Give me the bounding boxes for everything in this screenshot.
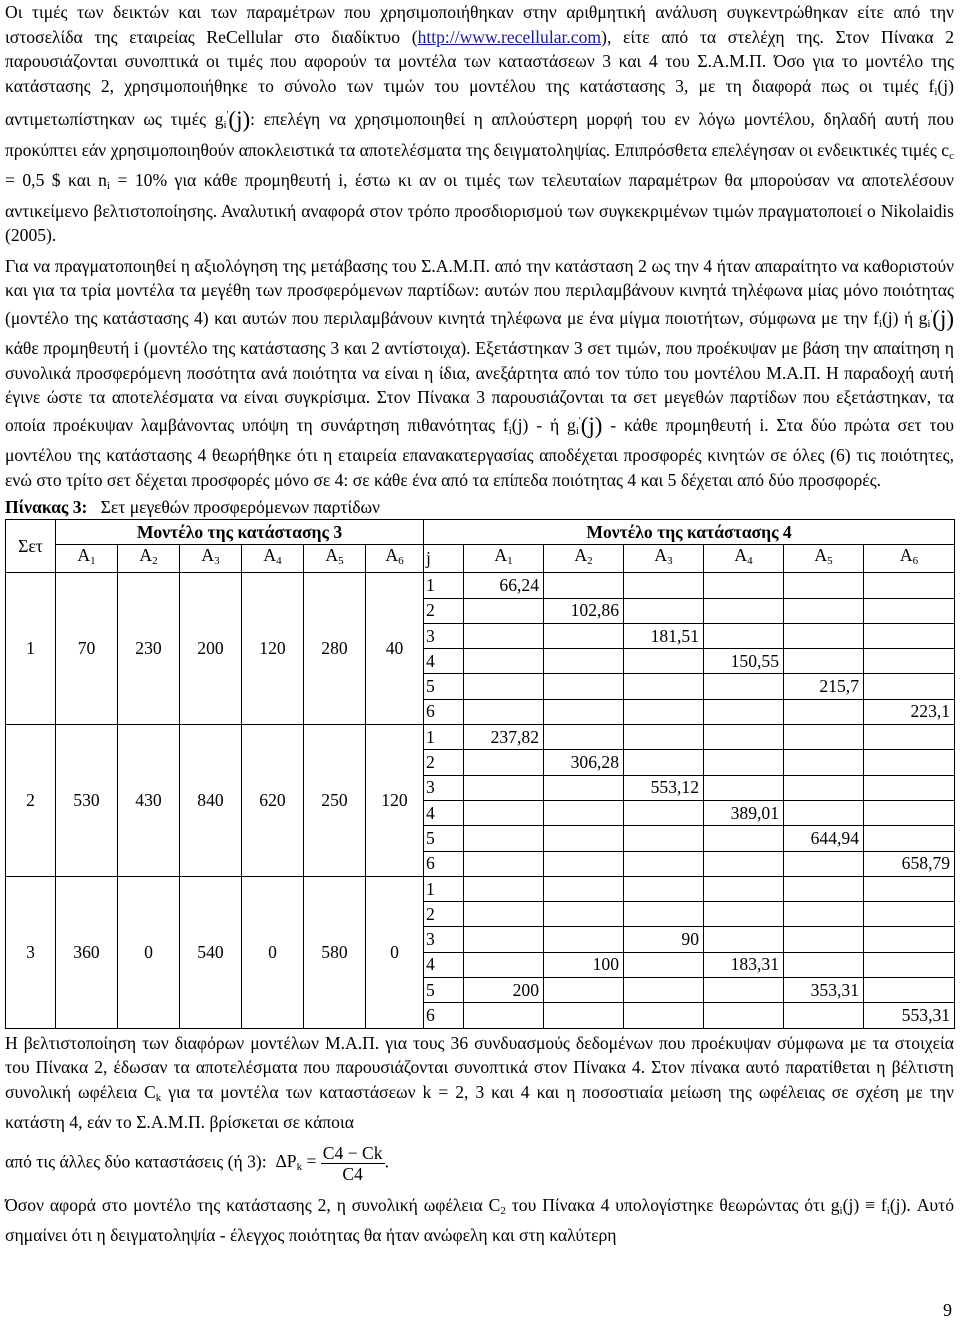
model4-cell: 181,51 (624, 623, 704, 648)
model4-cell (624, 826, 704, 851)
model4-cell: 66,24 (464, 573, 544, 598)
text-run: του Πίνακα 4 υπολογίστηκε θεωρώντας ότι g (505, 1194, 840, 1215)
model4-cell (704, 1003, 784, 1028)
text-run: ), είτε από τα στελέχη της. Στον Πίνακα 2 παρουσιάζονται συνοπτικά οι τιμές που αφορούν τα μοντέλα των καταστάσεων 3 και 4 του Σ.Α.Μ.Π. Όσο για το μοντέλο της κατάστασης 2, χρησιμοποιήθηκε το σύνολο των τιμών του μοντέλου της κατάστασης 3, με τη διαφορά πως οι τιμές f (5, 26, 954, 96)
model4-cell (464, 876, 544, 901)
set-number: 1 (6, 573, 56, 725)
model4-cell (464, 750, 544, 775)
subscript: k (155, 1091, 162, 1104)
model4-cell: 389,01 (704, 800, 784, 825)
j-cell: 3 (424, 623, 464, 648)
model4-cell (864, 573, 955, 598)
model4-cell (544, 649, 624, 674)
j-cell: 2 (424, 750, 464, 775)
model4-cell (784, 573, 864, 598)
table-row (6, 725, 955, 750)
model4-cell (464, 800, 544, 825)
model4-cell (544, 674, 624, 699)
model4-cell (464, 699, 544, 724)
prime-mark: ' (226, 110, 229, 121)
j-cell: 4 (424, 952, 464, 977)
formula-lead: από τις άλλες δύο καταστάσεις (ή 3): (5, 1151, 267, 1172)
column-header: $A_3$ (624, 545, 704, 573)
text-run: Για να πραγματοποιηθεί η αξιολόγηση της μετάβασης του Σ.Α.Μ.Π. από την κατάσταση 2 ως την 4 ήταν απαραίτητο να καθοριστούν και για τα τρία μοντέλα τα μεγέθη των προσφερόμενων παρτίδων: αυτών που περιλαμβάνουν κινητά τηλέφωνα μίας μόνο ποιότητας (μοντέλο της κατάστασης 4) και αυτών που περιλαμβάνουν κινητά τηλέφωνα με ένα μίγμα ποιοτήτων, σύμφωνα με την f (5, 255, 954, 328)
model4-cell (624, 699, 704, 724)
model4-cell (544, 927, 624, 952)
model4-cell (464, 674, 544, 699)
model3-cell: 280 (304, 573, 366, 725)
subscript: i (839, 1204, 843, 1217)
model4-cell (464, 851, 544, 876)
text-run: Όσον αφορά στο μοντέλο της κατάστασης 2, η συνολική ωφέλεια C (5, 1194, 501, 1215)
model4-cell (464, 927, 544, 952)
model4-cell (704, 725, 784, 750)
subscript: i (878, 317, 882, 330)
model4-cell (624, 750, 704, 775)
lot-sizes-table (5, 519, 955, 1029)
text-run: (j) ή g (881, 307, 928, 328)
model3-cell: 540 (180, 876, 242, 1028)
model4-cell (464, 826, 544, 851)
model4-cell (464, 902, 544, 927)
model4-cell (544, 826, 624, 851)
j-cell: 1 (424, 573, 464, 598)
column-header: $A_5$ (304, 545, 366, 573)
model4-cell (624, 1003, 704, 1028)
column-header: $A_4$ (704, 545, 784, 573)
model4-cell (864, 725, 955, 750)
text-run: = 0,5 $ και n (5, 170, 107, 190)
document-page (5, 0, 954, 1248)
model3-cell: 120 (242, 573, 304, 725)
model3-cell: 620 (242, 725, 304, 877)
model4-cell (624, 674, 704, 699)
model4-cell (704, 826, 784, 851)
text-run: (j) αντιμετωπίστηκαν ως τιμές g (5, 75, 954, 129)
model4-cell (624, 902, 704, 927)
model4-cell (624, 851, 704, 876)
subscript: i (934, 85, 938, 98)
delta-p: ΔP (275, 1151, 297, 1172)
model4-cell (544, 725, 624, 750)
paragraph-3 (5, 1031, 954, 1135)
model4-cell: 90 (624, 927, 704, 952)
model4-cell (704, 598, 784, 623)
j-cell: 2 (424, 598, 464, 623)
model4-cell (704, 927, 784, 952)
model4-cell (704, 775, 784, 800)
model4-cell (624, 978, 704, 1003)
model4-cell (624, 952, 704, 977)
text-run: για τα μοντέλα των καταστάσεων k = 2, 3 και 4 και η ποσοστιαία μείωση της ωφέλειας σε σχέση με την κατάστη 4, εάν το Σ.Α.Μ.Π. βρίσκεται σε κάποια (5, 1081, 954, 1133)
model4-cell (864, 952, 955, 977)
model4-cell (704, 978, 784, 1003)
model3-cell: 0 (242, 876, 304, 1028)
model4-cell (544, 902, 624, 927)
model4-cell (784, 649, 864, 674)
set-header: Σετ (6, 520, 56, 573)
column-header: $A_1$ (56, 545, 118, 573)
model4-cell (624, 725, 704, 750)
column-header: $A_4$ (242, 545, 304, 573)
column-header: $A_1$ (464, 545, 544, 573)
model4-cell (784, 927, 864, 952)
model3-cell: 580 (304, 876, 366, 1028)
subscript: i (223, 119, 227, 131)
model4-cell (464, 1003, 544, 1028)
j-cell: 5 (424, 826, 464, 851)
formula-fraction (321, 1143, 385, 1184)
model4-cell (784, 750, 864, 775)
subscript: 2 (500, 1204, 506, 1217)
set-number: 3 (6, 876, 56, 1028)
model4-cell (624, 649, 704, 674)
text-run: (j). Αυτό σημαίνει ότι η δειγματοληψία - έλεγχος ποιότητας θα ήταν ανώφελη και στη καλύτερη (5, 1194, 954, 1246)
recellular-link[interactable]: http://www.recellular.com (417, 26, 602, 47)
model3-cell: 0 (366, 876, 424, 1028)
model4-cell (704, 876, 784, 901)
table-caption-title: Σετ μεγεθών προσφερόμενων παρτίδων (100, 497, 381, 517)
model4-cell (864, 649, 955, 674)
subscript: i (927, 317, 931, 330)
page-number: 9 (943, 1300, 952, 1320)
model4-cell (704, 699, 784, 724)
formula-numerator: C4 − Ck (322, 1142, 383, 1163)
text-run: Η βελτιστοποίηση των διαφόρων μοντέλων Μ.Α.Π. για τους 36 συνδυασμούς δεδομένων που προέκυψαν σύμφωνα με τα στοιχεία του Πίνακα 2, έδωσαν τα αποτελέσματα που παρουσιάζονται συνοπτικά στον Πίνακα 4. Στον πίνακα αυτό παρατίθεται η βέλτιστη συνολική ωφέλεια C (5, 1032, 954, 1102)
model3-cell: 230 (118, 573, 180, 725)
model4-cell: 553,31 (864, 1003, 955, 1028)
model3-cell: 70 (56, 573, 118, 725)
formula-line: από τις άλλες δύο καταστάσεις (ή 3): $\Delta P_k$ = $\frac{C4 - Ck}{C4}$ . (5, 1142, 389, 1184)
model4-cell: 100 (544, 952, 624, 977)
model4-cell (544, 978, 624, 1003)
model4-cell (864, 876, 955, 901)
model4-cell (544, 623, 624, 648)
model4-cell: 215,7 (784, 674, 864, 699)
model4-cell (784, 876, 864, 901)
text-run: (j) - ή g (511, 414, 576, 435)
paragraph-4 (5, 1193, 954, 1248)
table-caption (5, 496, 954, 518)
model4-cell (864, 978, 955, 1003)
model4-cell (704, 902, 784, 927)
model4-cell (864, 826, 955, 851)
model4-cell: 553,12 (624, 775, 704, 800)
subscript: i (508, 424, 512, 437)
j-cell: 4 (424, 649, 464, 674)
model4-cell (864, 750, 955, 775)
j-cell: 2 (424, 902, 464, 927)
model4-cell (784, 725, 864, 750)
text-run: κάθε προμηθευτή i (μοντέλο της κατάστασης 3 και 2 αντίστοιχα). Εξετάστηκαν 3 σετ τιμών, που προέκυψαν με βάση την απαίτηση η συνολικά προσφερόμενη ποσότητα ανά ποιότητα να είναι η ίδια, ανεξάρτητα από τον τύπο του μοντέλου Μ.Α.Π. Η παραδοχή αυτή έγινε ώστε τα αποτελέσματα να είναι συγκρίσιμα. Στον Πίνακα 3 παρουσιάζονται τα σετ μεγεθών παρτίδων που εξετάστηκαν, τα οποία προέκυψαν λαμβάνοντας υπόψη τη συνάρτηση πιθανότητας f (5, 338, 954, 435)
model4-cell (864, 800, 955, 825)
math-argument: (j) (580, 412, 603, 438)
set-number: 2 (6, 725, 56, 877)
j-cell: 3 (424, 927, 464, 952)
model3-cell: 120 (366, 725, 424, 877)
model4-cell (544, 775, 624, 800)
text-run: (j) ≡ f (842, 1194, 887, 1215)
subscript: i (886, 1204, 890, 1217)
model4-cell (704, 851, 784, 876)
model4-cell: 102,86 (544, 598, 624, 623)
model4-cell: 658,79 (864, 851, 955, 876)
column-header: $A_5$ (784, 545, 864, 573)
model4-cell (544, 851, 624, 876)
text-run: = 10% για κάθε προμηθευτή i, έστω κι αν οι τιμές των τελευταίων παραμέτρων θα μπορούσαν να αποτελέσουν αντικείμενο βελτιστοποίησης. Αναλυτική αναφορά στον τρόπο προσδιορισμού των συγκεκριμένων τιμών πραγματοποιεί ο Nikolaidis (2005). (5, 170, 954, 245)
model3-header: Μοντέλο της κατάστασης 3 (56, 520, 424, 545)
math-argument: (j) (932, 305, 954, 331)
formula-denominator: C4 (342, 1163, 363, 1184)
model4-cell (784, 623, 864, 648)
column-header: $A_2$ (118, 545, 180, 573)
column-header: $A_6$ (366, 545, 424, 573)
model4-cell: 306,28 (544, 750, 624, 775)
model4-cell (704, 750, 784, 775)
model3-cell: 360 (56, 876, 118, 1028)
math-argument: (j) (228, 107, 251, 132)
model3-cell: 840 (180, 725, 242, 877)
model4-cell (544, 876, 624, 901)
model4-cell (864, 623, 955, 648)
j-cell: 1 (424, 876, 464, 901)
model4-cell (464, 649, 544, 674)
j-cell: 6 (424, 699, 464, 724)
model4-cell (704, 573, 784, 598)
model4-cell (784, 902, 864, 927)
prime-mark: ' (578, 415, 581, 427)
text-run: - κάθε προμηθευτή i. Στα δύο πρώτα σετ του μοντέλου της κατάστασης 4 θεωρήθηκε ότι η εταιρεία επανακατεργασίας αποδέχεται προσφορές κινητών σε όλες (6) τις ποιότητες, ενώ στο τρίτο σετ δέχεται προσφορές μόνο σε 4: σε κάθε ένα από τα επίπεδα ποιότητας 4 και 5 δέχεται από δύο προσφορές. (5, 414, 954, 490)
column-header: $A_6$ (864, 545, 955, 573)
model4-cell (624, 876, 704, 901)
j-cell: 1 (424, 725, 464, 750)
model4-cell: 644,94 (784, 826, 864, 851)
model3-cell: 250 (304, 725, 366, 877)
subscript: c (949, 149, 954, 162)
model4-cell: 237,82 (464, 725, 544, 750)
model4-cell: 183,31 (704, 952, 784, 977)
subscript: i (575, 424, 579, 437)
subscript: i (106, 180, 111, 192)
model4-cell (464, 952, 544, 977)
model3-cell: 0 (118, 876, 180, 1028)
model4-cell (784, 800, 864, 825)
model4-cell (464, 623, 544, 648)
column-header: $A_3$ (180, 545, 242, 573)
model4-cell (784, 598, 864, 623)
model4-cell (784, 775, 864, 800)
model4-cell: 150,55 (704, 649, 784, 674)
model4-cell: 353,31 (784, 978, 864, 1003)
model4-cell (704, 623, 784, 648)
j-cell: 6 (424, 851, 464, 876)
model4-cell (544, 1003, 624, 1028)
model4-cell (784, 952, 864, 977)
table-row (6, 573, 955, 598)
model4-cell: 223,1 (864, 699, 955, 724)
j-cell: 4 (424, 800, 464, 825)
model4-cell (864, 775, 955, 800)
j-cell: 5 (424, 978, 464, 1003)
subscript: k (296, 1161, 303, 1174)
model4-cell (864, 902, 955, 927)
model4-cell: 200 (464, 978, 544, 1003)
model4-cell (544, 699, 624, 724)
model4-cell (624, 573, 704, 598)
j-header: j (424, 545, 464, 573)
paragraph-2 (5, 254, 954, 493)
model4-cell (784, 699, 864, 724)
model4-cell (464, 775, 544, 800)
model3-cell: 40 (366, 573, 424, 725)
column-header: $A_2$ (544, 545, 624, 573)
model4-cell (864, 927, 955, 952)
model4-cell (544, 800, 624, 825)
formula-lhs: $\Delta P_k$ = (275, 1151, 317, 1174)
model4-cell (544, 573, 624, 598)
table-row (6, 876, 955, 901)
j-cell: 3 (424, 775, 464, 800)
model4-cell (784, 1003, 864, 1028)
model4-cell (624, 598, 704, 623)
model4-cell (864, 598, 955, 623)
j-cell: 5 (424, 674, 464, 699)
model4-cell (704, 674, 784, 699)
j-cell: 6 (424, 1003, 464, 1028)
text-run: : επελέγη να χρησιμοποιηθεί η απλούστερη μορφή του εν λόγω μοντέλου, δηλαδή αυτή που προκύπτει εάν χρησιμοποιηθούν αποκλειστικά τα αποτελέσματα της δειγματοληψίας. Επιπρόσθετα επελέγησαν οι ενδεικτικές τιμές c (5, 109, 954, 160)
model4-header: Μοντέλο της κατάστασης 4 (424, 520, 955, 545)
table-caption-label: Πίνακας 3: (5, 497, 88, 517)
text-run: Οι τιμές των δεικτών και των παραμέτρων που χρησιμοποιήθηκαν στην αριθμητική ανάλυση συγκεντρώθηκαν είτε από την ιστοσελίδα της εταιρείας ReCellular στο διαδίκτυο ( (5, 2, 954, 47)
model4-cell (464, 598, 544, 623)
model3-cell: 200 (180, 573, 242, 725)
model3-cell: 430 (118, 725, 180, 877)
paragraph-1 (5, 0, 954, 248)
prime-mark: ' (930, 308, 933, 320)
model3-cell: 530 (56, 725, 118, 877)
model4-cell (864, 674, 955, 699)
model4-cell (784, 851, 864, 876)
model4-cell (624, 800, 704, 825)
